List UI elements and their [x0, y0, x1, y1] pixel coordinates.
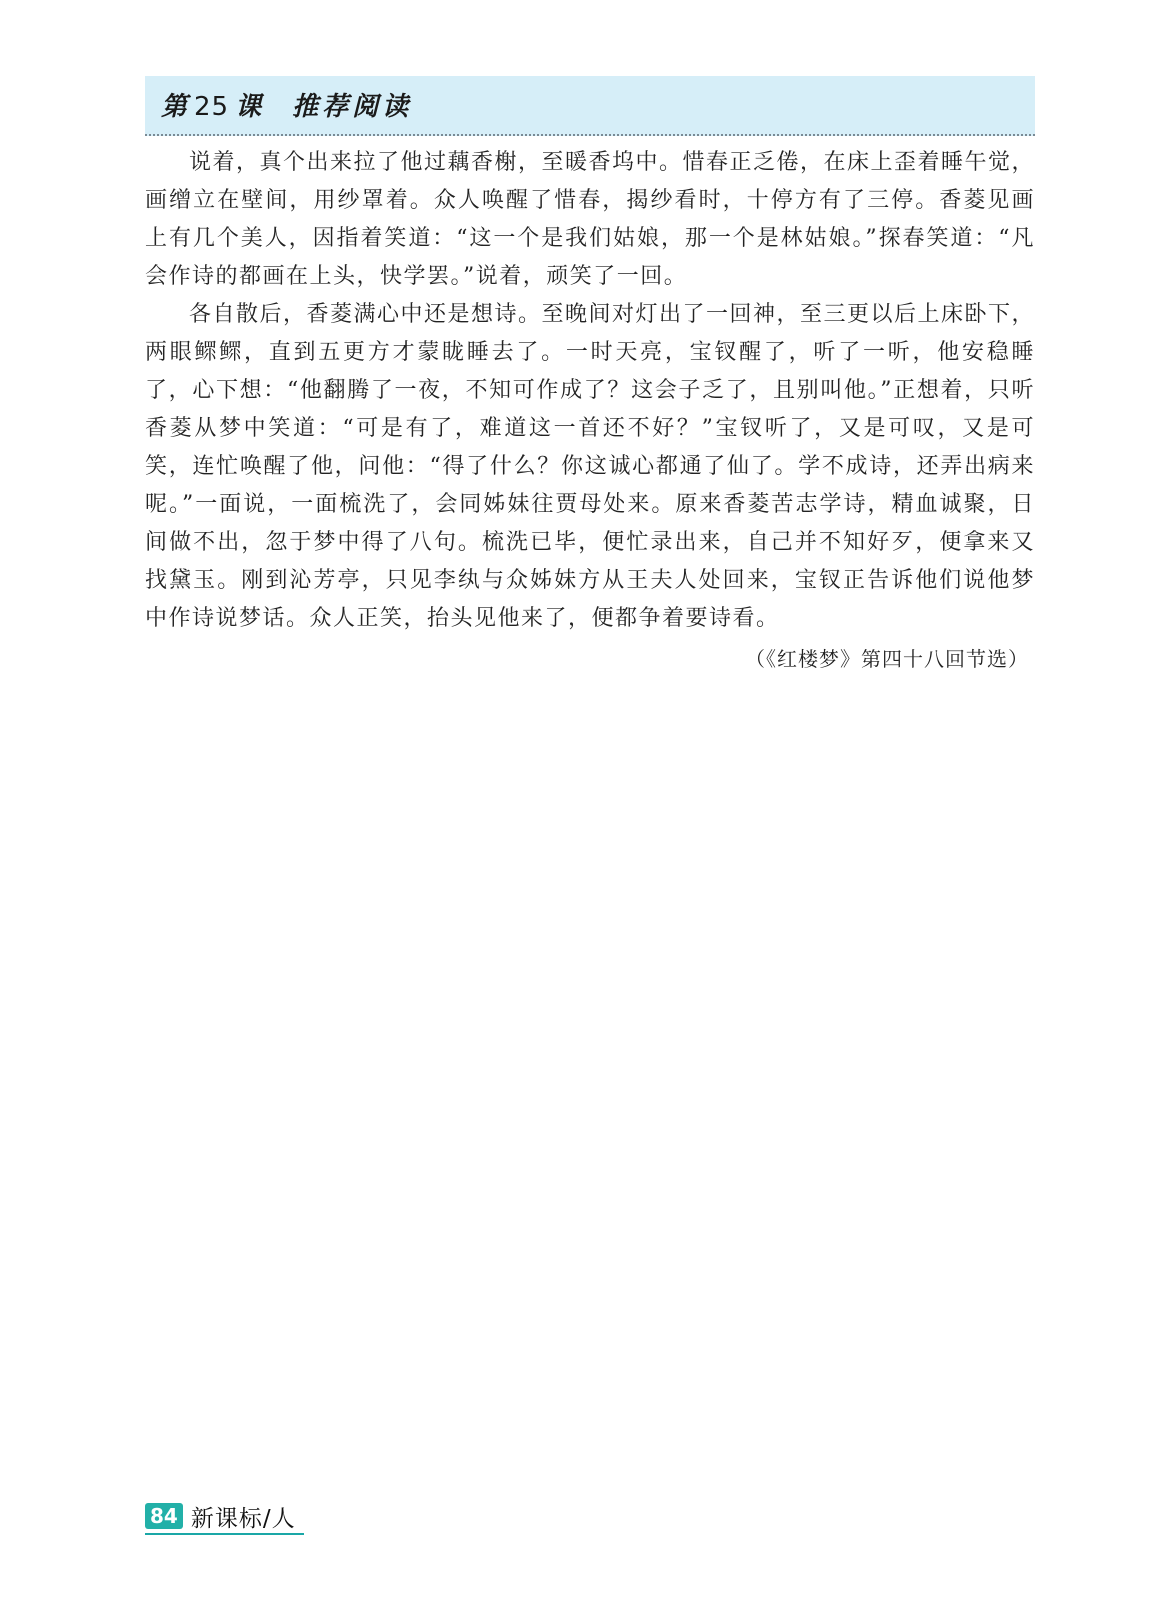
lesson-header [145, 76, 1035, 136]
lesson-title [161, 86, 412, 123]
lesson-prefix: 第 [161, 92, 189, 122]
page-footer [145, 1499, 304, 1535]
series-label: 新课标/人 [190, 1505, 296, 1532]
lesson-number: 25 [194, 92, 230, 122]
source-citation: （《红楼梦》第四十八回节选） [745, 647, 1029, 671]
paragraph-2: 各自散后，香菱满心中还是想诗。至晚间对灯出了一回神，至三更以后上床卧下，两眼鳏鳏，直到五更方才蒙眬睡去了。一时天亮，宝钗醒了，听了一听，他安稳睡了，心下想：“他翻腾了一夜，不知可作成了？这会子乏了，且别叫他。”正想着，只听香菱从梦中笑道：“可是有了，难道这一首还不好？”宝钗听了，又是可叹，又是可笑，连忙唤醒了他，问他：“得了什么？你这诚心都通了仙了。学不成诗，还弄出病来呢。”一面说，一面梳洗了，会同姊妹往贾母处来。原来香菱苦志学诗，精血诚聚，日间做不出，忽于梦中得了八句。梳洗已毕，便忙录出来，自己并不知好歹，便拿来又找黛玉。刚到沁芳亭，只见李纨与众姊妹方从王夫人处回来，宝钗正告诉他们说他梦中作诗说梦话。众人正笑，抬头见他来了，便都争着要诗看。 [145, 302, 1036, 631]
page-number-badge: 84 [145, 1503, 183, 1529]
lesson-subtitle: 推荐阅读 [292, 92, 413, 122]
paragraph-1: 说着，真个出来拉了他过藕香榭，至暖香坞中。惜春正乏倦，在床上歪着睡午觉，画缯立在壁间，用纱罩着。众人唤醒了惜春，揭纱看时，十停方有了三停。香菱见画上有几个美人，因指着笑道：“这一个是我们姑娘，那一个是林姑娘。”探春笑道：“凡会作诗的都画在上头，快学罢。”说着，顽笑了一回。 [145, 150, 1036, 289]
reading-passage [145, 144, 1035, 676]
lesson-suffix: 课 [235, 92, 263, 122]
